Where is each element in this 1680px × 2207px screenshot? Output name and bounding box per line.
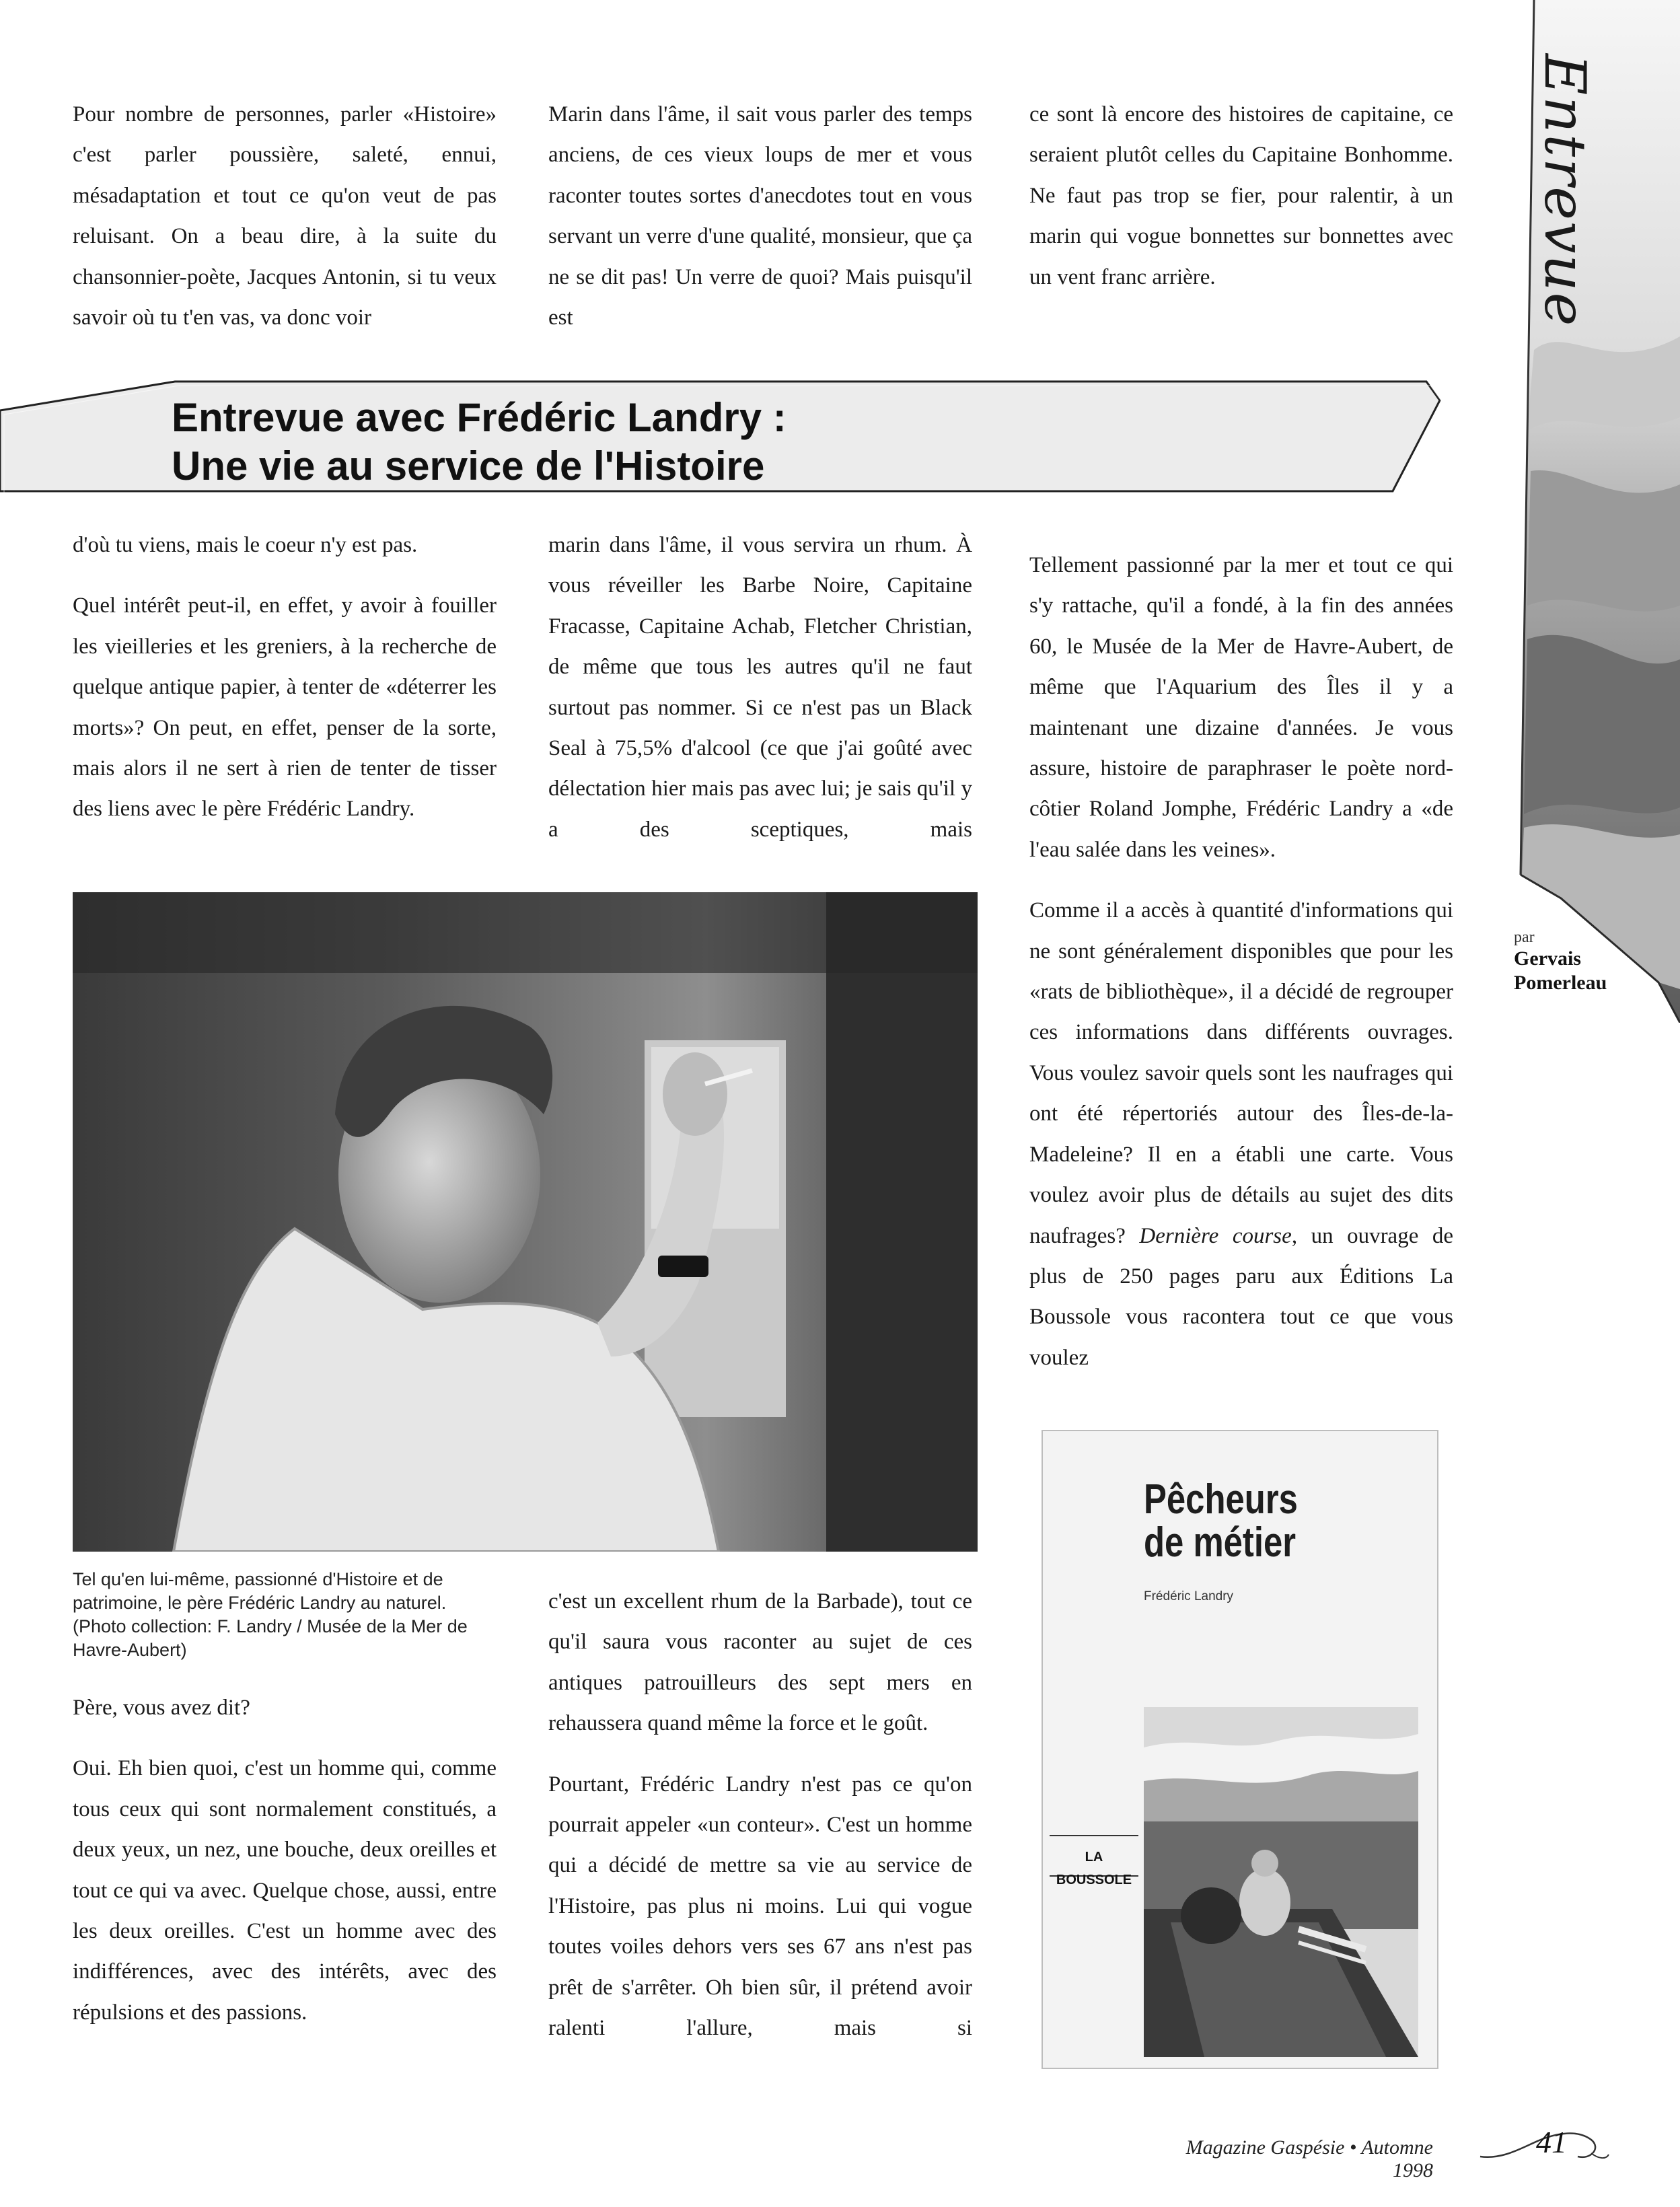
- top-col3-paragraph: ce sont là encore des histoires de capitaine, ce seraient plutôt celles du Capitaine Bonhomme. Ne faut pas trop se fier, pour ralentir, à un marin qui vogue bonnettes sur bonnettes avec un vent franc arrière.: [1029, 102, 1453, 289]
- top-col2-paragraph: Marin dans l'âme, il sait vous parler des temps anciens, de ces vieux loups de mer et vous raconter toutes sortes d'anecdotes tout en vous servant un verre d'une qualité, monsieur, que ça ne se dit pas! Un verre de quoi? Mais puisqu'il est: [548, 102, 972, 330]
- col3-paragraph-2-part-b: , un ouvrage de plus de 250 pages paru aux Éditions La Boussole vous racontera tout ce que vous voulez: [1029, 1223, 1453, 1370]
- publisher-logo: [1050, 1835, 1138, 1887]
- column-2-lower: [548, 1581, 972, 2068]
- col2-paragraph-3: Pourtant, Frédéric Landry n'est pas ce qu'on pourrait appeler «un conteur». C'est un homme qui a décidé de mettre sa vie au service de l'Histoire, pas plus ni moins. Lui qui vogue toutes voiles dehors vers ses 67 ans n'est pas prêt de s'arrêter. Oh bien sûr, il prétend avoir ralenti l'allure, mais si: [548, 1772, 972, 2041]
- top-column-3: [1029, 94, 1453, 297]
- col3-paragraph-2: [1029, 890, 1453, 1378]
- col2-paragraph-2: c'est un excellent rhum de la Barbade), tout ce qu'il saura vous raconter au sujet de ces antiques patrouilleurs des sept mers en rehaussera quand même la force et le goût.: [548, 1589, 972, 1736]
- column-1-lower: [73, 1688, 497, 2053]
- article-title-line-1: Entrevue avec Frédéric Landry :: [172, 395, 787, 440]
- section-label: Entrevue: [1532, 54, 1598, 328]
- publisher-name: LA BOUSSOLE: [1056, 1850, 1132, 1887]
- book-cover-title-line-1: Pêcheurs: [1144, 1476, 1298, 1523]
- col3-paragraph-2-part-a: Comme il a accès à quantité d'informations qui ne sont généralement disponibles que pour les «rats de bibliothèque», il a décidé de regrouper ces informations dans différents ouvrages. Vous voulez savoir quels sont les naufrages qui ont été répertoriés autour des Îles-de-la-Madeleine? Il en a établi une carte. Vous voulez avoir plus de détails au sujet des dits naufrages?: [1029, 898, 1453, 1248]
- issue-date: Automne 1998: [1361, 2136, 1433, 2181]
- col2-paragraph-1: marin dans l'âme, il vous servira un rhum. À vous réveiller les Barbe Noire, Capitaine Fracasse, Capitaine Achab, Fletcher Christian, de même que tous les autres qu'il ne faut surtout pas nommer. Si ce n'est pas un Black Seal à 75,5% d'alcool (ce que j'ai goûté avec délectation hier mais pas avec lui; je sais qu'il y a des sceptiques, mais: [548, 533, 972, 842]
- byline: [1514, 929, 1662, 995]
- byline-author: Gervais Pomerleau: [1514, 947, 1607, 994]
- col1-paragraph-2: Quel intérêt peut-il, en effet, y avoir à fouiller les vieilleries et les greniers, à la recherche de quelque antique papier, à tenter de «déterrer les morts»? On peut, en effet, penser de la sorte, mais alors il ne sert à rien de tenter de tisser des liens avec le père Frédéric Landry.: [73, 593, 497, 822]
- book-cover-photo: [1144, 1707, 1418, 2057]
- book-cover-title: [1144, 1478, 1375, 1564]
- book-cover-title-line-2: de métier: [1144, 1519, 1296, 1566]
- magazine-name: Magazine Gaspésie: [1185, 2136, 1345, 2159]
- col1-paragraph-3: Père, vous avez dit?: [73, 1696, 250, 1720]
- col3-paragraph-1: Tellement passionné par la mer et tout ce qui s'y rattache, qu'il a fondé, à la fin des années 60, le Musée de la Mer de Havre-Aubert, de même que l'Aquarium des Îles il y a maintenant une dizaine d'années. Je vous assure, histoire de paraphraser le poète nord-côtier Roland Jomphe, Frédéric Landry a «de l'eau salée dans les veines».: [1029, 553, 1453, 862]
- book-cover: [1042, 1430, 1438, 2069]
- top-column-1: [73, 94, 497, 338]
- article-title-line-2: Une vie au service de l'Histoire: [172, 443, 765, 489]
- column-1-upper: [73, 525, 497, 850]
- portrait-photo-art: [73, 892, 978, 1552]
- book-cover-photo-art: [1144, 1707, 1418, 2057]
- book-title-reference: Dernière course: [1139, 1223, 1292, 1248]
- page-number: 41: [1536, 2125, 1567, 2159]
- footer-separator-icon: •: [1349, 2136, 1362, 2159]
- column-3: [1029, 545, 1453, 1398]
- footer: [1164, 2136, 1433, 2182]
- portrait-photo: [73, 892, 978, 1552]
- byline-prefix: par: [1514, 929, 1535, 946]
- book-cover-author: Frédéric Landry: [1144, 1589, 1234, 1603]
- top-col1-paragraph: Pour nombre de personnes, parler «Histoire» c'est parler poussière, saleté, ennui, mésadaptation et tout ce qu'on veut de pas reluisant. On a beau dire, à la suite du chansonnier-poète, Jacques Antonin, si tu veux savoir où tu t'en vas, va donc voir: [73, 102, 497, 330]
- article-title: [172, 394, 1181, 491]
- photo-caption: Tel qu'en lui-même, passionné d'Histoire et de patrimoine, le père Frédéric Landry au naturel. (Photo collection: F. Landry / Musée de la Mer de Havre-Aubert): [73, 1569, 468, 1660]
- col1-paragraph-4: Oui. Eh bien quoi, c'est un homme qui, comme tous ceux qui sont normalement constitués, a deux yeux, un nez, une bouche, deux oreilles et tout ce qui va avec. Quelque chose, aussi, entre les deux oreilles. C'est un homme avec des indifférences, avec des intérêts, avec des répulsions et des passions.: [73, 1756, 497, 2025]
- top-column-2: [548, 94, 972, 338]
- column-2-upper: [548, 525, 972, 850]
- col1-paragraph-1: d'où tu viens, mais le coeur n'y est pas.: [73, 533, 418, 557]
